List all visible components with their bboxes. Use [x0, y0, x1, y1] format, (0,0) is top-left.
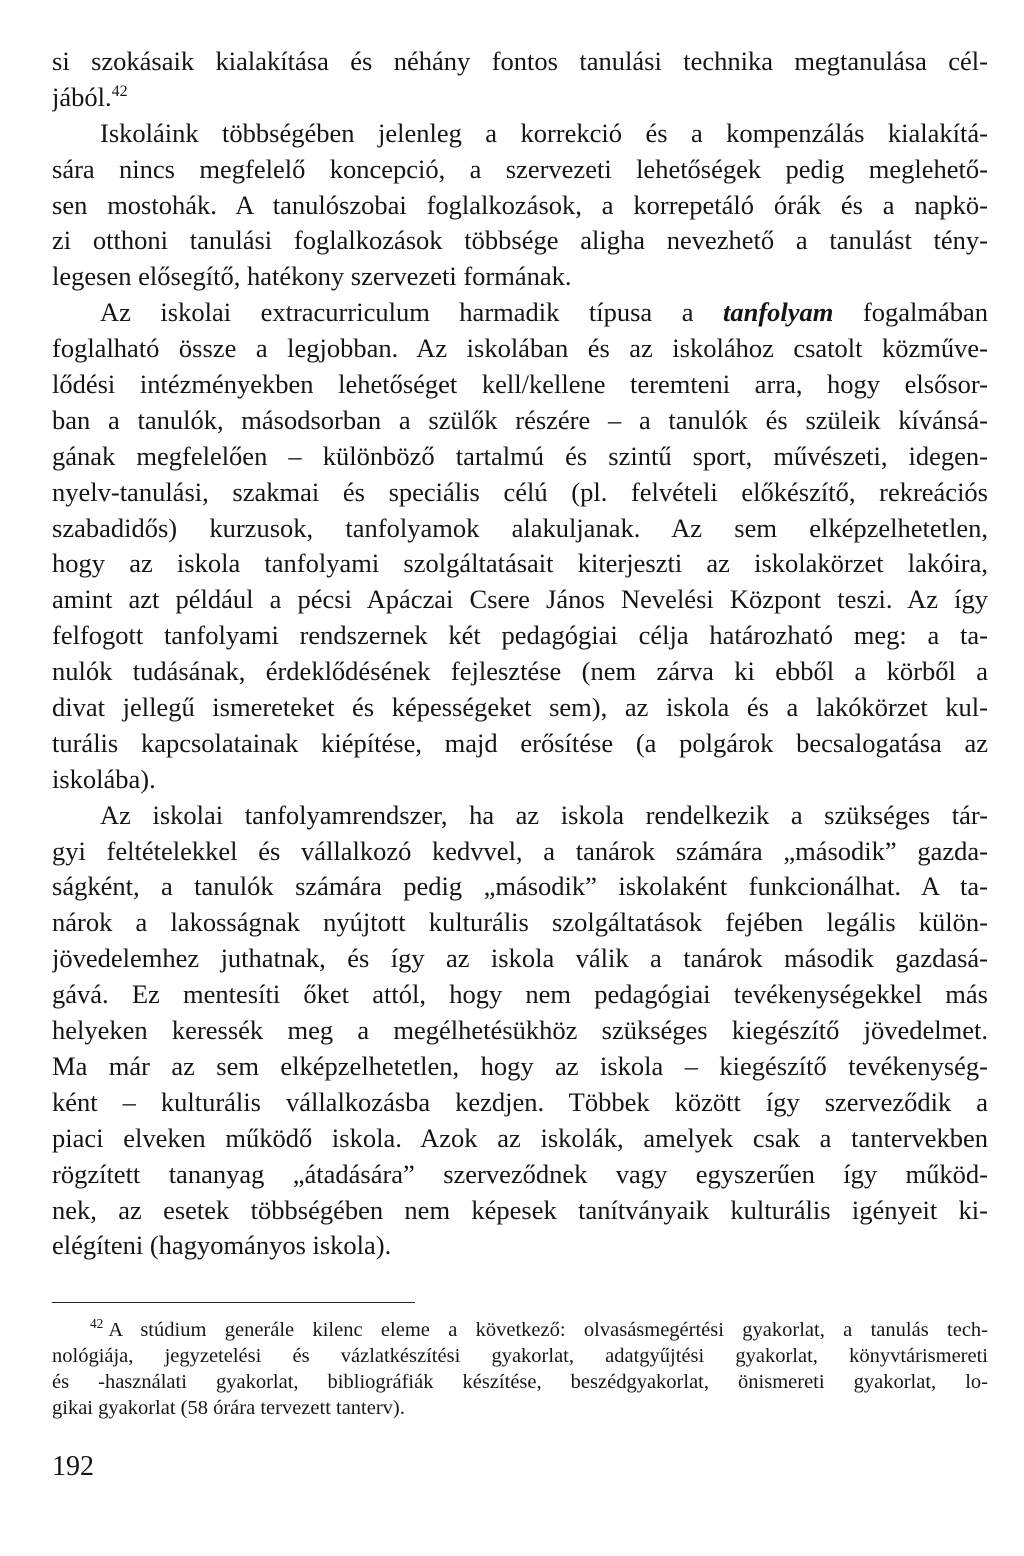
text-line: turális kapcsolatainak kiépítése, majd erősítése (a polgárok becsalogatása az [52, 727, 988, 758]
text-line: iskolába). [52, 763, 156, 794]
footnote-line [52, 1369, 988, 1395]
text-line: nárok a lakosságnak nyújtott kulturális szolgáltatások fejében legális külön- [52, 907, 988, 938]
text-line: helyeken keressék meg a megélhetésükhöz szükséges kiegészítő jövedelmet. [52, 1015, 988, 1046]
text-line: legesen elősegítő, hatékony szervezeti formának. [52, 261, 572, 292]
text-line: si szokásaik kialakítása és néhány fontos tanulási technika megtanulása cél- [52, 46, 988, 76]
page-number: 192 [52, 1451, 94, 1482]
text-span: fogalmában [833, 297, 988, 328]
footnote-marker: 42 [90, 1317, 104, 1332]
text-line: szabadidős) kurzusok, tanfolyamok alakuljanak. Az sem elképzelhetetlen, [52, 512, 988, 543]
footnote-reference: 42 [111, 82, 128, 100]
text-line: nulók tudásának, érdeklődésének fejlesztése (nem zárva ki ebből a körből a [52, 656, 988, 687]
paragraph [52, 798, 988, 1265]
text-span: Az iskolai extracurriculum harmadik típusa a [100, 297, 723, 328]
footnote-line [52, 1317, 988, 1343]
footnote-text: nológiája, jegyzetelési és vázlatkészítési gyakorlat, adatgyűjtési gyakorlat, könyvtárismereti [52, 1345, 988, 1367]
text-line: jövedelemhez juthatnak, és így az iskola válik a tanárok második gazdasá- [52, 943, 988, 974]
text-line: nek, az esetek többségében nem képesek tanítványaik kulturális igényeit ki- [52, 1194, 988, 1225]
text-line: Iskoláink többségében jelenleg a korrekció és a kompenzálás kialakítá- [100, 117, 988, 148]
text-line: divat jellegű ismereteket és képességeket sem), az iskola és a lakókörzet kul- [52, 692, 988, 723]
text-line: gává. Ez mentesíti őket attól, hogy nem pedagógiai tevékenységekkel más [52, 979, 988, 1010]
footnote-text: és -használati gyakorlat, bibliográfiák készítése, beszédgyakorlat, önismereti gyakorlat, lo- [52, 1371, 988, 1393]
paragraph [52, 116, 988, 295]
text-line [52, 295, 988, 331]
text-line: gának megfelelően – különböző tartalmú és szintű sport, művészeti, idegen- [52, 440, 988, 471]
footnote-line [52, 1395, 988, 1421]
text-line: hogy az iskola tanfolyami szolgáltatásait kiterjeszti az iskolakörzet lakóira, [52, 548, 988, 579]
footnote-text: A stúdium generále kilenc eleme a következő: olvasásmegértési gyakorlat, a tanulás tech- [108, 1319, 988, 1341]
text-line: sára nincs megfelelő koncepció, a szervezeti lehetőségek pedig meglehető- [52, 153, 988, 184]
text-line: nyelv-tanulási, szakmai és speciális célú (pl. felvételi előkészítő, rekreációs [52, 476, 988, 507]
footnote-line [52, 1343, 988, 1369]
paragraph [52, 295, 988, 797]
text-line: felfogott tanfolyami rendszernek két pedagógiai célja határozható meg: a ta- [52, 620, 988, 651]
text-line: sen mostohák. A tanulószobai foglalkozások, a korrepetáló órák és a napkö- [52, 189, 988, 220]
text-line: piaci elveken működő iskola. Azok az iskolák, amelyek csak a tantervekben [52, 1122, 988, 1153]
footnote-text: gikai gyakorlat (58 órára tervezett tanterv). [52, 1397, 405, 1419]
emphasized-term: tanfolyam [722, 297, 834, 328]
text-line: Az iskolai tanfolyamrendszer, ha az iskola rendelkezik a szükséges tár- [100, 799, 988, 830]
text-line: lődési intézményekben lehetőséget kell/kellene teremteni arra, hogy elsősor- [52, 369, 988, 400]
footnote [52, 1317, 988, 1421]
text-line [52, 80, 988, 116]
text-line: elégíteni (hagyományos iskola). [52, 1230, 392, 1261]
text-line: amint azt például a pécsi Apáczai Csere János Nevelési Központ teszi. Az így [52, 584, 988, 615]
text-line: ként – kulturális vállalkozásba kezdjen. Többek között így szerveződik a [52, 1086, 988, 1117]
text-line: foglalható össze a legjobban. Az iskolában és az iskolához csatolt közműve- [52, 333, 988, 364]
text-line: ban a tanulók, másodsorban a szülők részére – a tanulók és szüleik kívánsá- [52, 404, 988, 435]
text-line: zi otthoni tanulási foglalkozások többsége aligha nevezhető a tanulást tény- [52, 225, 988, 256]
main-text [52, 44, 988, 1264]
text-line: gyi feltételekkel és vállalkozó kedvvel, a tanárok számára „második” gazda- [52, 835, 988, 866]
paragraph [52, 44, 988, 116]
footnote-separator [52, 1302, 415, 1303]
text-line: Ma már az sem elképzelhetetlen, hogy az iskola – kiegészítő tevékenység- [52, 1050, 988, 1081]
text-span: jából. [52, 81, 112, 112]
text-line: ságként, a tanulók számára pedig „második” iskolaként funkcionálhat. A ta- [52, 871, 988, 902]
text-line: rögzített tananyag „átadására” szerveződnek vagy egyszerűen így működ- [52, 1158, 988, 1189]
